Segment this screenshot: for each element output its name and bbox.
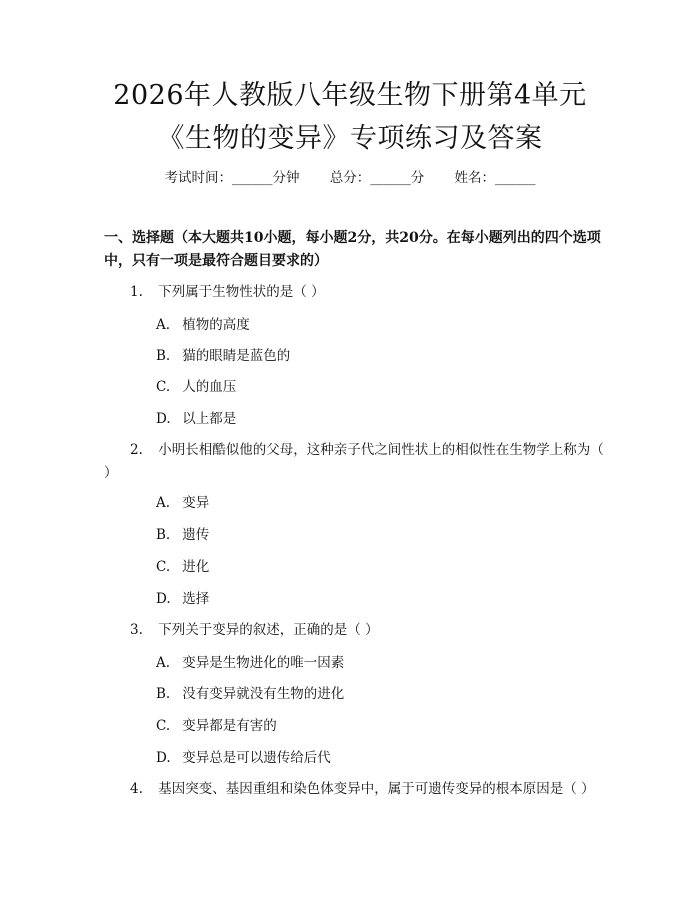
option-text: 以上都是 [182,411,237,427]
option-letter: D. [156,750,171,766]
option-text: 人的血压 [182,379,237,395]
option-1b [156,346,290,366]
option-text: 没有变异就没有生物的进化 [182,686,345,702]
option-letter: B. [156,527,171,543]
option-2b [156,525,209,545]
question-text: 基因突变、基因重组和染色体变异中，属于可遗传变异的根本原因是（ ） [158,781,595,797]
option-3b [156,684,344,704]
option-letter: B. [156,686,171,702]
question-1 [104,281,604,304]
document-title: 2026年人教版八年级生物下册第4单元《生物的变异》专项练习及答案 [113,80,587,154]
student-name-field: 姓名：______ [454,170,536,186]
total-score-field: 总分：______分 [329,170,425,186]
question-text: 下列属于生物性状的是（ ） [158,284,325,300]
option-1a [156,315,250,335]
section-heading: 一、选择题（本大题共10小题，每小题2分，共20分。在每小题列出的四个选项中，只有一项是最符合题目要求的） [104,230,601,269]
question-4 [104,778,604,801]
question-3 [104,619,604,642]
option-letter: A. [156,655,171,671]
option-2a [156,493,209,513]
option-1c [156,377,236,397]
option-3d [156,748,331,768]
option-letter: D. [156,591,171,607]
option-text: 植物的高度 [182,317,250,333]
question-text: 小明长相酷似他的父母，这种亲子代之间性状上的相似性在生物学上称为（ ） [104,442,604,481]
question-number: 3. [130,622,143,638]
question-number: 4. [130,781,143,797]
option-text: 变异都是有害的 [182,718,277,734]
question-number: 1. [130,284,143,300]
question-2 [104,439,604,485]
option-letter: A. [156,317,171,333]
option-letter: C. [156,718,171,734]
option-2c [156,557,209,577]
question-number: 2. [130,442,143,458]
option-letter: D. [156,411,171,427]
option-text: 变异 [182,495,210,511]
exam-time-field: 考试时间：______分钟 [164,170,300,186]
option-text: 选择 [182,591,210,607]
option-letter: A. [156,495,171,511]
option-3a [156,653,344,673]
exam-info-line [0,168,700,188]
option-letter: C. [156,379,171,395]
option-text: 变异总是可以遗传给后代 [182,750,331,766]
option-1d [156,409,236,429]
option-letter: C. [156,559,171,575]
option-text: 变异是生物进化的唯一因素 [182,655,345,671]
option-2d [156,589,209,609]
option-text: 进化 [182,559,210,575]
question-text: 下列关于变异的叙述，正确的是（ ） [158,622,379,638]
option-text: 猫的眼睛是蓝色的 [182,348,291,364]
option-letter: B. [156,348,171,364]
option-text: 遗传 [182,527,210,543]
option-3c [156,716,277,736]
